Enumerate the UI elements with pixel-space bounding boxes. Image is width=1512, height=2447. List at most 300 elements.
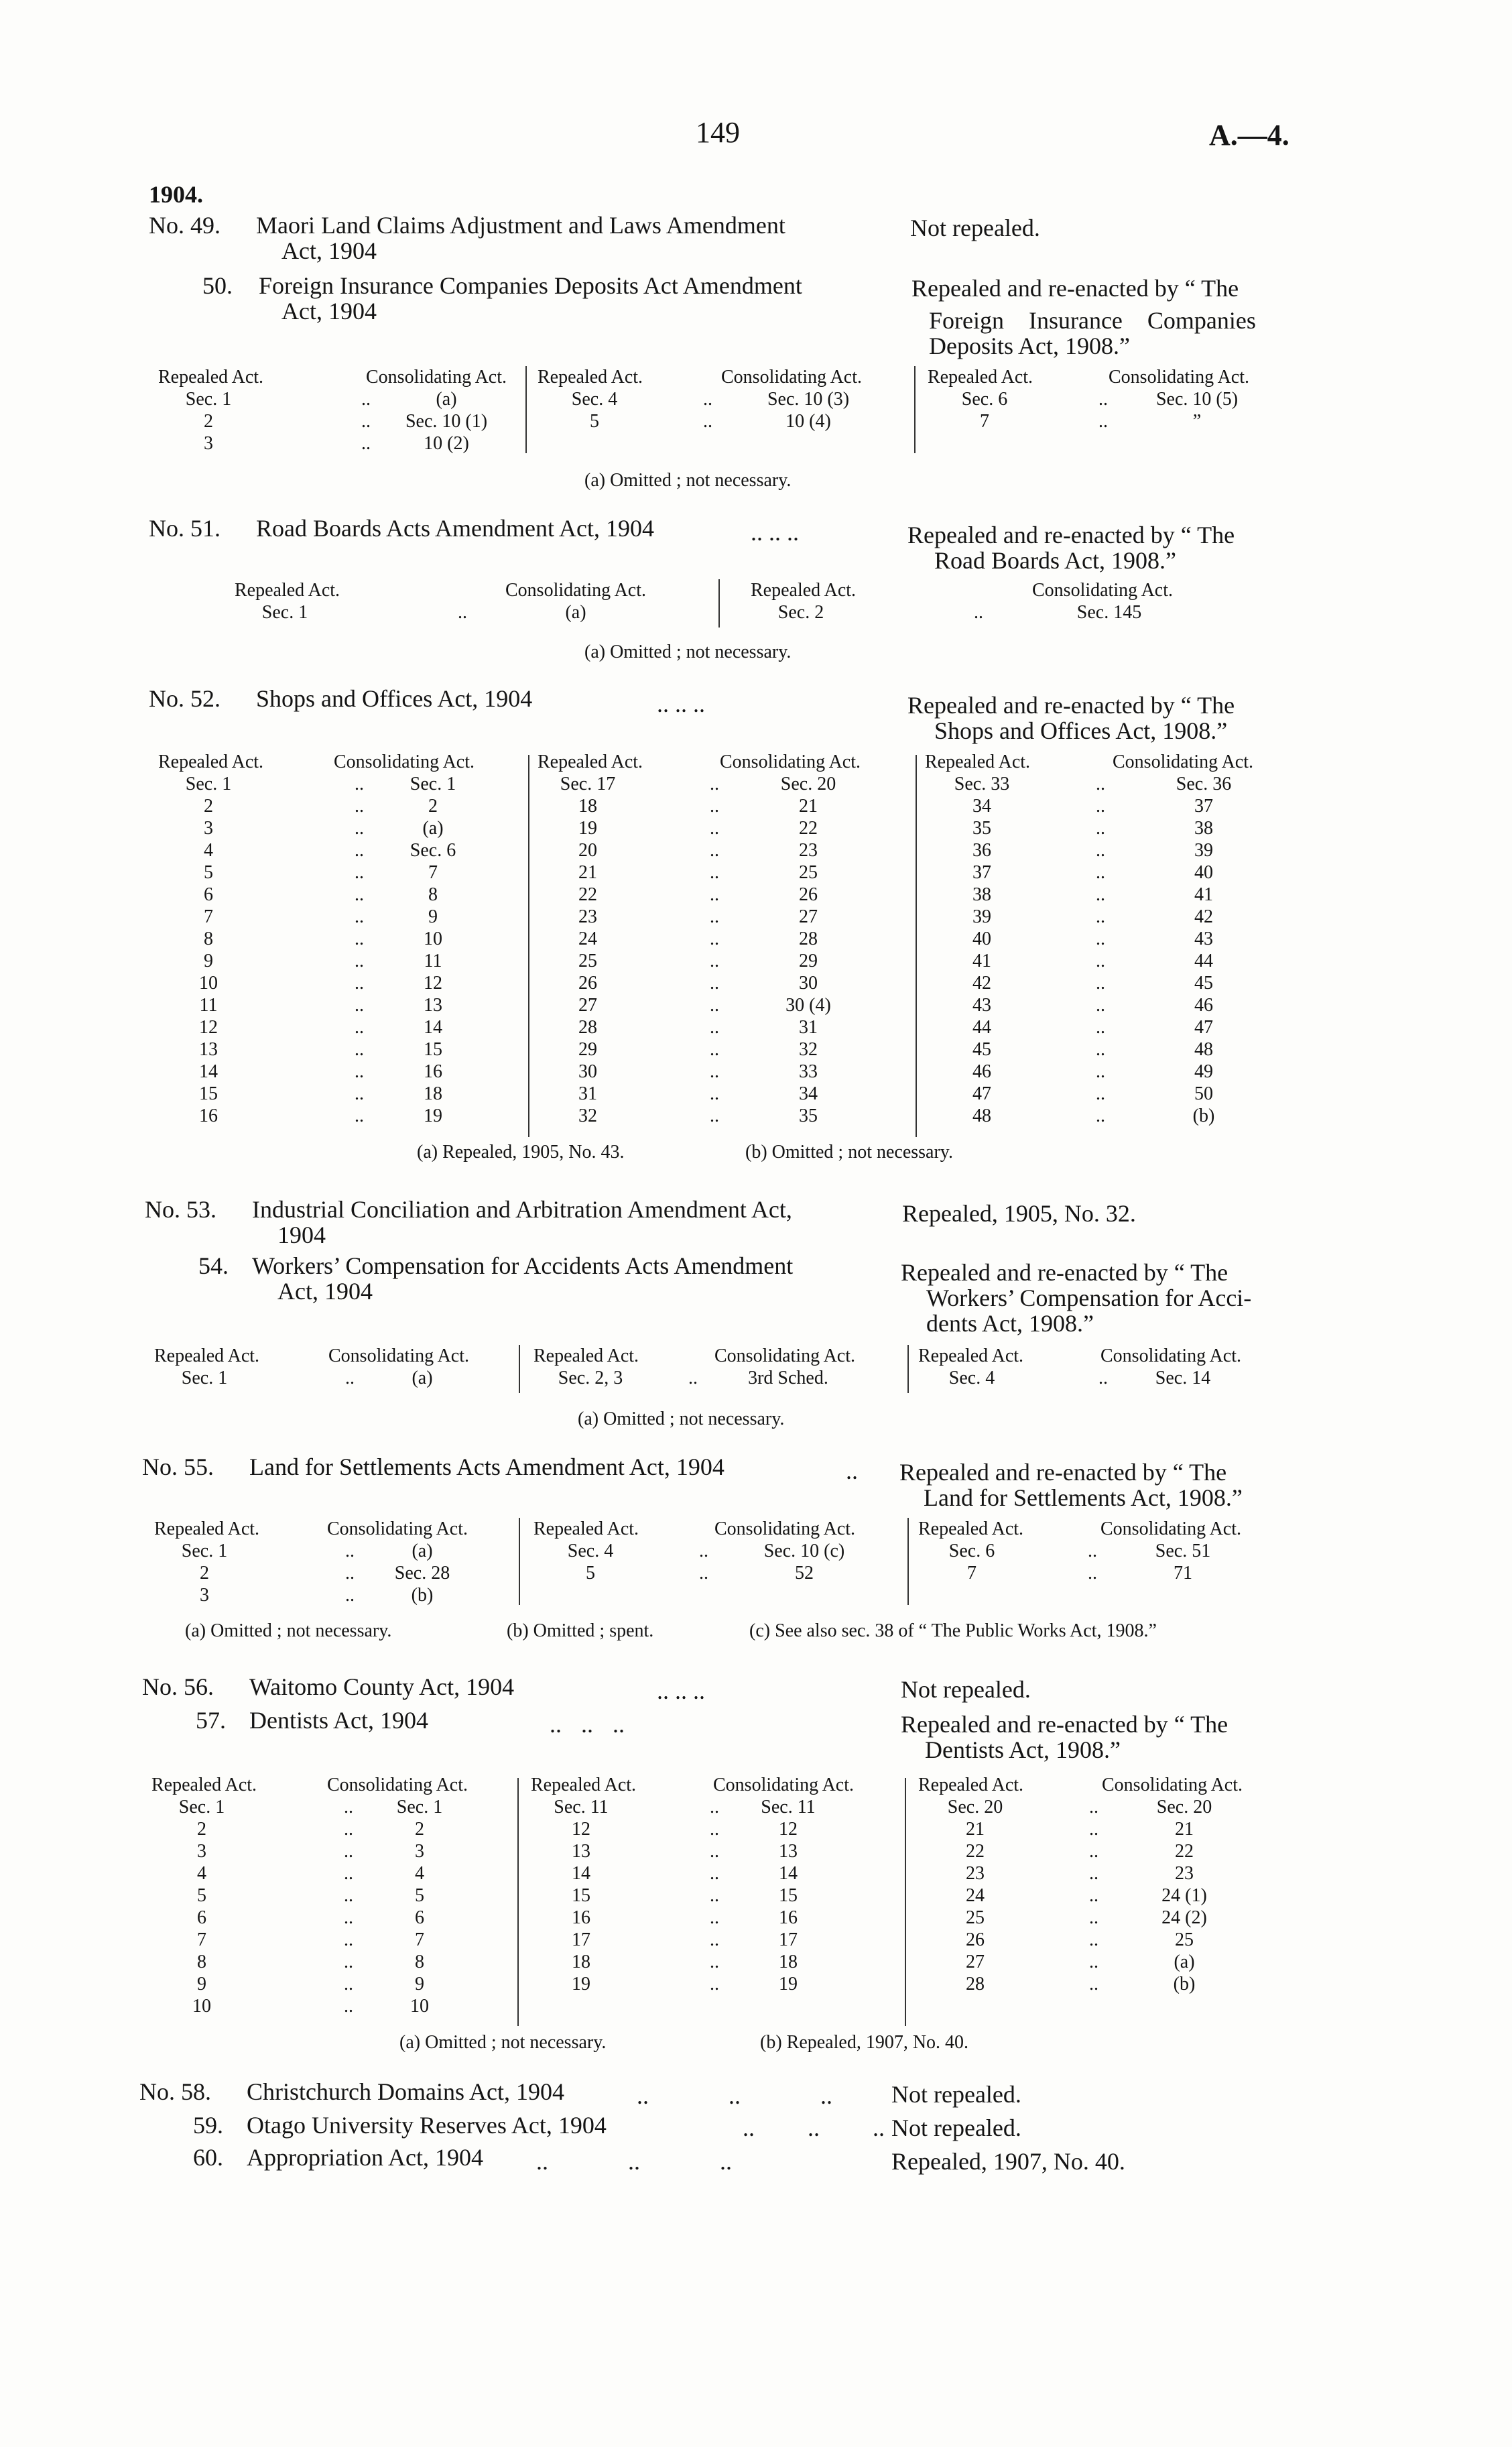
table-cell: Sec. 6 [410, 840, 456, 861]
table-cell: (a) [412, 1368, 433, 1388]
table-cell: 47 [1194, 1017, 1213, 1038]
leader-dots: .. [1088, 1541, 1097, 1561]
column-divider [907, 1518, 909, 1605]
leader-dots: .. [355, 774, 364, 794]
table-cell: 26 [578, 973, 597, 994]
table-cell: 48 [1194, 1039, 1213, 1060]
column-header: Repealed Act. [533, 1346, 639, 1366]
column-header: Consolidating Act. [327, 1518, 468, 1539]
leader-dots: .. [355, 1083, 364, 1104]
table-cell: 17 [572, 1929, 590, 1950]
table-cell: 71 [1174, 1563, 1192, 1584]
table-cell: (b) [1192, 1106, 1215, 1126]
entry-number: 57. [196, 1707, 226, 1734]
column-header: Consolidating Act. [328, 1346, 469, 1366]
table-cell: 2 [428, 796, 438, 817]
leader-dots: .. [344, 1863, 353, 1884]
leader-dots: .. [355, 840, 364, 861]
leader-dots: .. [1098, 1368, 1108, 1388]
table-cell: 11 [424, 951, 442, 971]
leader-dots: .. [1096, 840, 1105, 861]
table-cell: 37 [972, 862, 991, 883]
entry-number: No. 51. [149, 515, 220, 542]
table-cell: 3 [197, 1841, 206, 1862]
table-cell: 40 [1194, 862, 1213, 883]
table-cell: 26 [966, 1929, 985, 1950]
column-header: Repealed Act. [533, 1518, 639, 1539]
leader-dots: .. [1096, 995, 1105, 1016]
table-column-consolidating [1134, 1796, 1235, 1995]
table-cell: 2 [197, 1819, 206, 1840]
table-cell: Sec. 1 [178, 1797, 225, 1817]
leader-dots: .. [710, 951, 719, 971]
leader-dots: .. [355, 995, 364, 1016]
table-cell: 9 [415, 1974, 424, 1994]
entry-status: Repealed and re-enacted by “ The [907, 692, 1235, 719]
table-cell: 6 [197, 1907, 206, 1928]
table-cell: 28 [966, 1974, 985, 1994]
table-cell: 45 [972, 1039, 991, 1060]
table-cell: 11 [199, 995, 218, 1016]
table-cell: 22 [966, 1841, 985, 1862]
table-cell: 15 [572, 1885, 590, 1906]
table-cell: 19 [572, 1974, 590, 1994]
table-column-consolidating [1150, 773, 1257, 1127]
leader-dots: .. [355, 973, 364, 994]
table-cell: 35 [972, 818, 991, 839]
table-cell: Sec. 14 [1155, 1368, 1211, 1388]
column-header: Consolidating Act. [714, 1346, 855, 1366]
table-cell: 17 [779, 1929, 798, 1950]
entry-title: Otago University Reserves Act, 1904 [247, 2112, 607, 2139]
column-header: Consolidating Act. [1100, 1346, 1241, 1366]
leader-dots: .. [1096, 906, 1105, 927]
entry-status: Not repealed. [891, 2081, 1021, 2108]
table-cell: 2 [204, 796, 213, 817]
table-cell: 15 [779, 1885, 798, 1906]
table-footnote: (a) Omitted ; not necessary. [185, 1620, 392, 1641]
table-cell: 23 [966, 1863, 985, 1884]
leader-column [1080, 773, 1121, 1127]
leader-dots: .. [1088, 1563, 1097, 1584]
entry-status: Repealed and re-enacted by “ The [899, 1459, 1227, 1486]
table-cell: 25 [966, 1907, 985, 1928]
table-cell: 16 [199, 1106, 218, 1126]
table-cell: 50 [1194, 1083, 1213, 1104]
entry-title-cont: Act, 1904 [281, 298, 377, 324]
leader-dots: .. [344, 1952, 353, 1972]
entry-title-cont: Act, 1904 [281, 237, 377, 264]
leader-dots: .. [345, 1541, 355, 1561]
table-cell: Sec. 10 (3) [767, 389, 850, 410]
leader-dots: .. [710, 1017, 719, 1038]
column-header: Consolidating Act. [1100, 1518, 1241, 1539]
leader-dots: .. .. .. [657, 691, 705, 717]
table-cell: 7 [967, 1563, 976, 1584]
entry-status: Not repealed. [891, 2114, 1021, 2141]
table-column-consolidating [393, 773, 473, 1127]
leader-dots: .. [1096, 1039, 1105, 1060]
column-header: Repealed Act. [154, 1346, 260, 1366]
table-cell: 14 [572, 1863, 590, 1884]
leader-dots: .. [710, 862, 719, 883]
table-cell: 22 [1175, 1841, 1194, 1862]
leader-dots: .. .. .. [550, 1711, 625, 1738]
leader-dots: .. [344, 1929, 353, 1950]
table-cell: 18 [424, 1083, 442, 1104]
leader-dots: .. [846, 1457, 858, 1484]
table-cell: Sec. 2 [777, 602, 824, 623]
column-divider [525, 366, 527, 453]
leader-dots: .. [344, 1819, 353, 1840]
table-cell: Sec. 4 [948, 1368, 995, 1388]
table-cell: (a) [412, 1541, 433, 1561]
entry-status-cont: dents Act, 1908.” [926, 1310, 1094, 1337]
table-cell: 16 [779, 1907, 798, 1928]
table-cell: 12 [424, 973, 442, 994]
table-cell: 43 [1194, 929, 1213, 949]
table-cell: 30 [799, 973, 818, 994]
leader-dots: .. [1096, 1017, 1105, 1038]
table-cell: 12 [572, 1819, 590, 1840]
table-cell: 19 [779, 1974, 798, 1994]
table-cell: 22 [799, 818, 818, 839]
column-header: Repealed Act. [751, 580, 857, 601]
table-cell: 30 [578, 1061, 597, 1082]
leader-dots: .. [1096, 774, 1105, 794]
table-cell: 35 [799, 1106, 818, 1126]
year-heading: 1904. [149, 181, 203, 208]
column-divider [517, 1778, 519, 2026]
table-cell: 8 [204, 929, 213, 949]
leader-dots: .. [1096, 951, 1105, 971]
table-footnote: (a) Repealed, 1905, No. 43. [417, 1142, 625, 1162]
leader-dots: .. [1096, 929, 1105, 949]
table-cell: Sec. 20 [947, 1797, 1003, 1817]
entry-title: Christchurch Domains Act, 1904 [247, 2078, 564, 2105]
table-cell: 37 [1194, 796, 1213, 817]
table-cell: 23 [799, 840, 818, 861]
table-cell: 10 [199, 973, 218, 994]
entry-number: No. 52. [149, 685, 220, 712]
column-divider [718, 579, 720, 628]
table-cell: (a) [422, 818, 444, 839]
table-cell: 14 [424, 1017, 442, 1038]
column-header: Consolidating Act. [1032, 580, 1173, 601]
leader-dots: .. [1098, 411, 1108, 432]
table-cell: 30 (4) [785, 995, 831, 1016]
column-divider [528, 755, 529, 1137]
leader-dots: .. [1096, 884, 1105, 905]
table-cell: Sec. 1 [410, 774, 456, 794]
entry-title: Foreign Insurance Companies Deposits Act Amendment [259, 272, 802, 299]
table-cell: 39 [972, 906, 991, 927]
column-header: Repealed Act. [538, 367, 643, 387]
column-header: Repealed Act. [151, 1775, 257, 1795]
table-cell: 10 [424, 929, 442, 949]
table-cell: Sec. 2, 3 [558, 1368, 623, 1388]
table-cell: 44 [1194, 951, 1213, 971]
table-cell: 15 [424, 1039, 442, 1060]
entry-title: Workers’ Compensation for Accidents Acts Amendment [252, 1252, 794, 1279]
leader-column [328, 1796, 369, 2017]
table-cell: 41 [1194, 884, 1213, 905]
entry-status: Repealed and re-enacted by “ The [901, 1259, 1228, 1286]
leader-dots: .. [1089, 1797, 1098, 1817]
leader-dots: .. [710, 1952, 719, 1972]
table-cell: Sec. 145 [1076, 602, 1142, 623]
leader-dots: .. [703, 389, 712, 410]
table-cell: 24 [966, 1885, 985, 1906]
table-cell: 18 [578, 796, 597, 817]
table-cell: 25 [1175, 1929, 1194, 1950]
column-header: Consolidating Act. [366, 367, 507, 387]
leader-dots: .. [710, 1083, 719, 1104]
table-column-repealed [538, 773, 638, 1127]
leader-dots: .. [1096, 796, 1105, 817]
entry-title-cont: 1904 [277, 1221, 326, 1248]
table-cell: 22 [578, 884, 597, 905]
table-cell: Sec. 1 [181, 1368, 228, 1388]
table-cell: Sec. 11 [554, 1797, 609, 1817]
leader-dots: .. [710, 906, 719, 927]
table-cell: 33 [799, 1061, 818, 1082]
leader-dots: .. [710, 818, 719, 839]
table-cell: 27 [578, 995, 597, 1016]
column-header: Consolidating Act. [505, 580, 646, 601]
column-header: Repealed Act. [918, 1775, 1024, 1795]
table-cell: 46 [972, 1061, 991, 1082]
leader-dots: .. [710, 1819, 719, 1840]
column-header: Repealed Act. [928, 367, 1033, 387]
leader-dots: .. [355, 796, 364, 817]
table-cell: Sec. 4 [567, 1541, 614, 1561]
table-cell: Sec. 1 [396, 1797, 443, 1817]
leader-dots: .. [710, 1885, 719, 1906]
entry-status-cont: Foreign Insurance Companies [929, 307, 1256, 334]
table-cell: Sec. 51 [1155, 1541, 1211, 1561]
column-header: Repealed Act. [918, 1518, 1024, 1539]
table-cell: Sec. 1 [181, 1541, 228, 1561]
table-column-consolidating [379, 1796, 460, 2017]
table-cell: 14 [779, 1863, 798, 1884]
table-cell: 38 [1194, 818, 1213, 839]
leader-dots: .. [1089, 1841, 1098, 1862]
table-cell: (a) [436, 389, 457, 410]
leader-dots: .. .. .. [751, 519, 799, 546]
table-cell: 5 [197, 1885, 206, 1906]
table-cell: Sec. 1 [185, 774, 232, 794]
table-cell: 39 [1194, 840, 1213, 861]
table-cell: 9 [428, 906, 438, 927]
table-cell: 42 [1194, 906, 1213, 927]
table-cell: 43 [972, 995, 991, 1016]
table-cell: Sec. 17 [560, 774, 616, 794]
table-cell: 20 [578, 840, 597, 861]
table-cell: 3 [415, 1841, 424, 1862]
table-cell: 7 [197, 1929, 206, 1950]
column-header: Repealed Act. [538, 752, 643, 772]
leader-dots: .. [355, 1039, 364, 1060]
table-cell: 10 (4) [785, 411, 831, 432]
page-number: 149 [696, 116, 740, 149]
leader-dots: .. [703, 411, 712, 432]
table-sec-54 [154, 1345, 1320, 1398]
leader-dots: .. [1089, 1907, 1098, 1928]
column-header: Consolidating Act. [713, 1775, 854, 1795]
leader-column [1074, 1796, 1114, 1995]
leader-dots: .. .. .. [637, 2082, 832, 2109]
table-cell: 8 [197, 1952, 206, 1972]
entry-title: Shops and Offices Act, 1904 [256, 685, 533, 712]
table-cell: (b) [1173, 1974, 1196, 1994]
leader-dots: .. [699, 1563, 708, 1584]
table-footnote: (b) Repealed, 1907, No. 40. [760, 2032, 969, 2053]
table-cell: 47 [972, 1083, 991, 1104]
leader-dots: .. [355, 951, 364, 971]
leader-dots: .. [1096, 1106, 1105, 1126]
table-cell: 4 [197, 1863, 206, 1884]
table-cell: 46 [1194, 995, 1213, 1016]
table-cell: 28 [578, 1017, 597, 1038]
table-cell: 52 [795, 1563, 814, 1584]
leader-dots: .. [1096, 1061, 1105, 1082]
table-cell: 24 [578, 929, 597, 949]
table-cell: 5 [586, 1563, 595, 1584]
leader-dots: .. [1096, 973, 1105, 994]
entry-number: 60. [193, 2144, 223, 2171]
table-cell: Sec. 1 [185, 389, 232, 410]
leader-dots: .. [699, 1541, 708, 1561]
table-cell: 21 [799, 796, 818, 817]
leader-dots: .. [710, 1106, 719, 1126]
table-cell: 21 [578, 862, 597, 883]
table-cell: 5 [590, 411, 599, 432]
leader-dots: .. [355, 906, 364, 927]
entry-status: Repealed, 1907, No. 40. [891, 2148, 1125, 2175]
document-code: A.—4. [1209, 119, 1289, 152]
table-cell: Sec. 28 [394, 1563, 450, 1584]
table-cell: 38 [972, 884, 991, 905]
leader-dots: .. [710, 1974, 719, 1994]
entry-status: Repealed, 1905, No. 32. [902, 1200, 1136, 1227]
table-cell: Sec. 20 [780, 774, 836, 794]
column-header: Repealed Act. [918, 1346, 1024, 1366]
table-cell: 6 [415, 1907, 424, 1928]
leader-dots: .. .. .. [657, 1677, 705, 1704]
leader-dots: .. [710, 796, 719, 817]
entry-number: 50. [202, 272, 233, 299]
entry-status-cont: Dentists Act, 1908.” [925, 1736, 1121, 1763]
table-cell: (b) [411, 1585, 434, 1606]
table-cell: 25 [799, 862, 818, 883]
entry-title: Industrial Conciliation and Arbitration Amendment Act, [252, 1196, 792, 1223]
table-cell: 7 [415, 1929, 424, 1950]
entry-number: No. 56. [142, 1673, 214, 1700]
entry-status: Not repealed. [910, 215, 1040, 241]
table-footnote: (a) Omitted ; not necessary. [584, 642, 792, 662]
leader-dots: .. [688, 1368, 698, 1388]
table-cell: 27 [799, 906, 818, 927]
table-cell: 18 [572, 1952, 590, 1972]
leader-dots: .. [361, 433, 371, 454]
leader-dots: .. [344, 1974, 353, 1994]
leader-dots: .. [355, 818, 364, 839]
table-sec-55 [154, 1518, 1320, 1612]
leader-dots: .. [355, 1106, 364, 1126]
table-column-repealed [918, 1796, 1032, 1995]
column-header: Repealed Act. [158, 752, 264, 772]
leader-dots: .. [1089, 1863, 1098, 1884]
entry-status: Not repealed. [901, 1676, 1031, 1703]
leader-dots: .. [710, 1039, 719, 1060]
table-cell: 19 [578, 818, 597, 839]
table-cell: 9 [197, 1974, 206, 1994]
table-cell: 49 [1194, 1061, 1213, 1082]
table-cell: 28 [799, 929, 818, 949]
leader-dots: .. [1098, 389, 1108, 410]
table-column-consolidating [741, 1796, 835, 1995]
entry-status: Repealed and re-enacted by “ The [907, 522, 1235, 548]
table-cell: 3 [204, 433, 213, 454]
leader-dots: .. [355, 1017, 364, 1038]
leader-dots: .. [710, 774, 719, 794]
table-cell: 25 [578, 951, 597, 971]
table-cell: 14 [199, 1061, 218, 1082]
leader-dots: .. .. .. [743, 2114, 885, 2141]
table-cell: 2 [415, 1819, 424, 1840]
leader-dots: .. [710, 1863, 719, 1884]
table-cell: 13 [572, 1841, 590, 1862]
table-cell: 21 [1175, 1819, 1194, 1840]
leader-dots: .. .. .. [536, 2148, 732, 2175]
entry-status-cont: Road Boards Act, 1908.” [934, 547, 1176, 574]
leader-dots: .. [345, 1368, 355, 1388]
leader-dots: .. [1096, 1083, 1105, 1104]
column-divider [519, 1345, 520, 1393]
leader-dots: .. [344, 1797, 353, 1817]
table-cell: 12 [779, 1819, 798, 1840]
table-column-consolidating [755, 773, 862, 1127]
table-cell: 34 [799, 1083, 818, 1104]
table-sec-51 [235, 579, 1240, 633]
leader-dots: .. [710, 1907, 719, 1928]
table-sec-57 [151, 1774, 1318, 2029]
table-cell: Sec. 10 (5) [1155, 389, 1239, 410]
table-cell: 16 [424, 1061, 442, 1082]
table-column-repealed [158, 773, 259, 1127]
entry-status-cont: Land for Settlements Act, 1908.” [924, 1484, 1243, 1511]
table-footnote: (b) Omitted ; spent. [507, 1620, 654, 1641]
column-header: Consolidating Act. [721, 367, 862, 387]
table-cell: 40 [972, 929, 991, 949]
column-divider [907, 1345, 909, 1393]
table-cell: 7 [980, 411, 989, 432]
entry-status-cont: Workers’ Compensation for Acci- [926, 1285, 1252, 1311]
table-cell: 42 [972, 973, 991, 994]
column-header: Consolidating Act. [1113, 752, 1253, 772]
table-cell: 2 [204, 411, 213, 432]
table-footnote: (c) See also sec. 38 of “ The Public Works Act, 1908.” [749, 1620, 1157, 1641]
column-header: Consolidating Act. [327, 1775, 468, 1795]
table-cell: 26 [799, 884, 818, 905]
table-footnote: (a) Omitted ; not necessary. [399, 2032, 607, 2053]
table-cell: 27 [966, 1952, 985, 1972]
table-cell: Sec. 1 [261, 602, 308, 623]
entry-status: Repealed and re-enacted by “ The [911, 275, 1239, 302]
leader-dots: .. [974, 602, 983, 623]
entry-status: Repealed and re-enacted by “ The [901, 1711, 1228, 1738]
